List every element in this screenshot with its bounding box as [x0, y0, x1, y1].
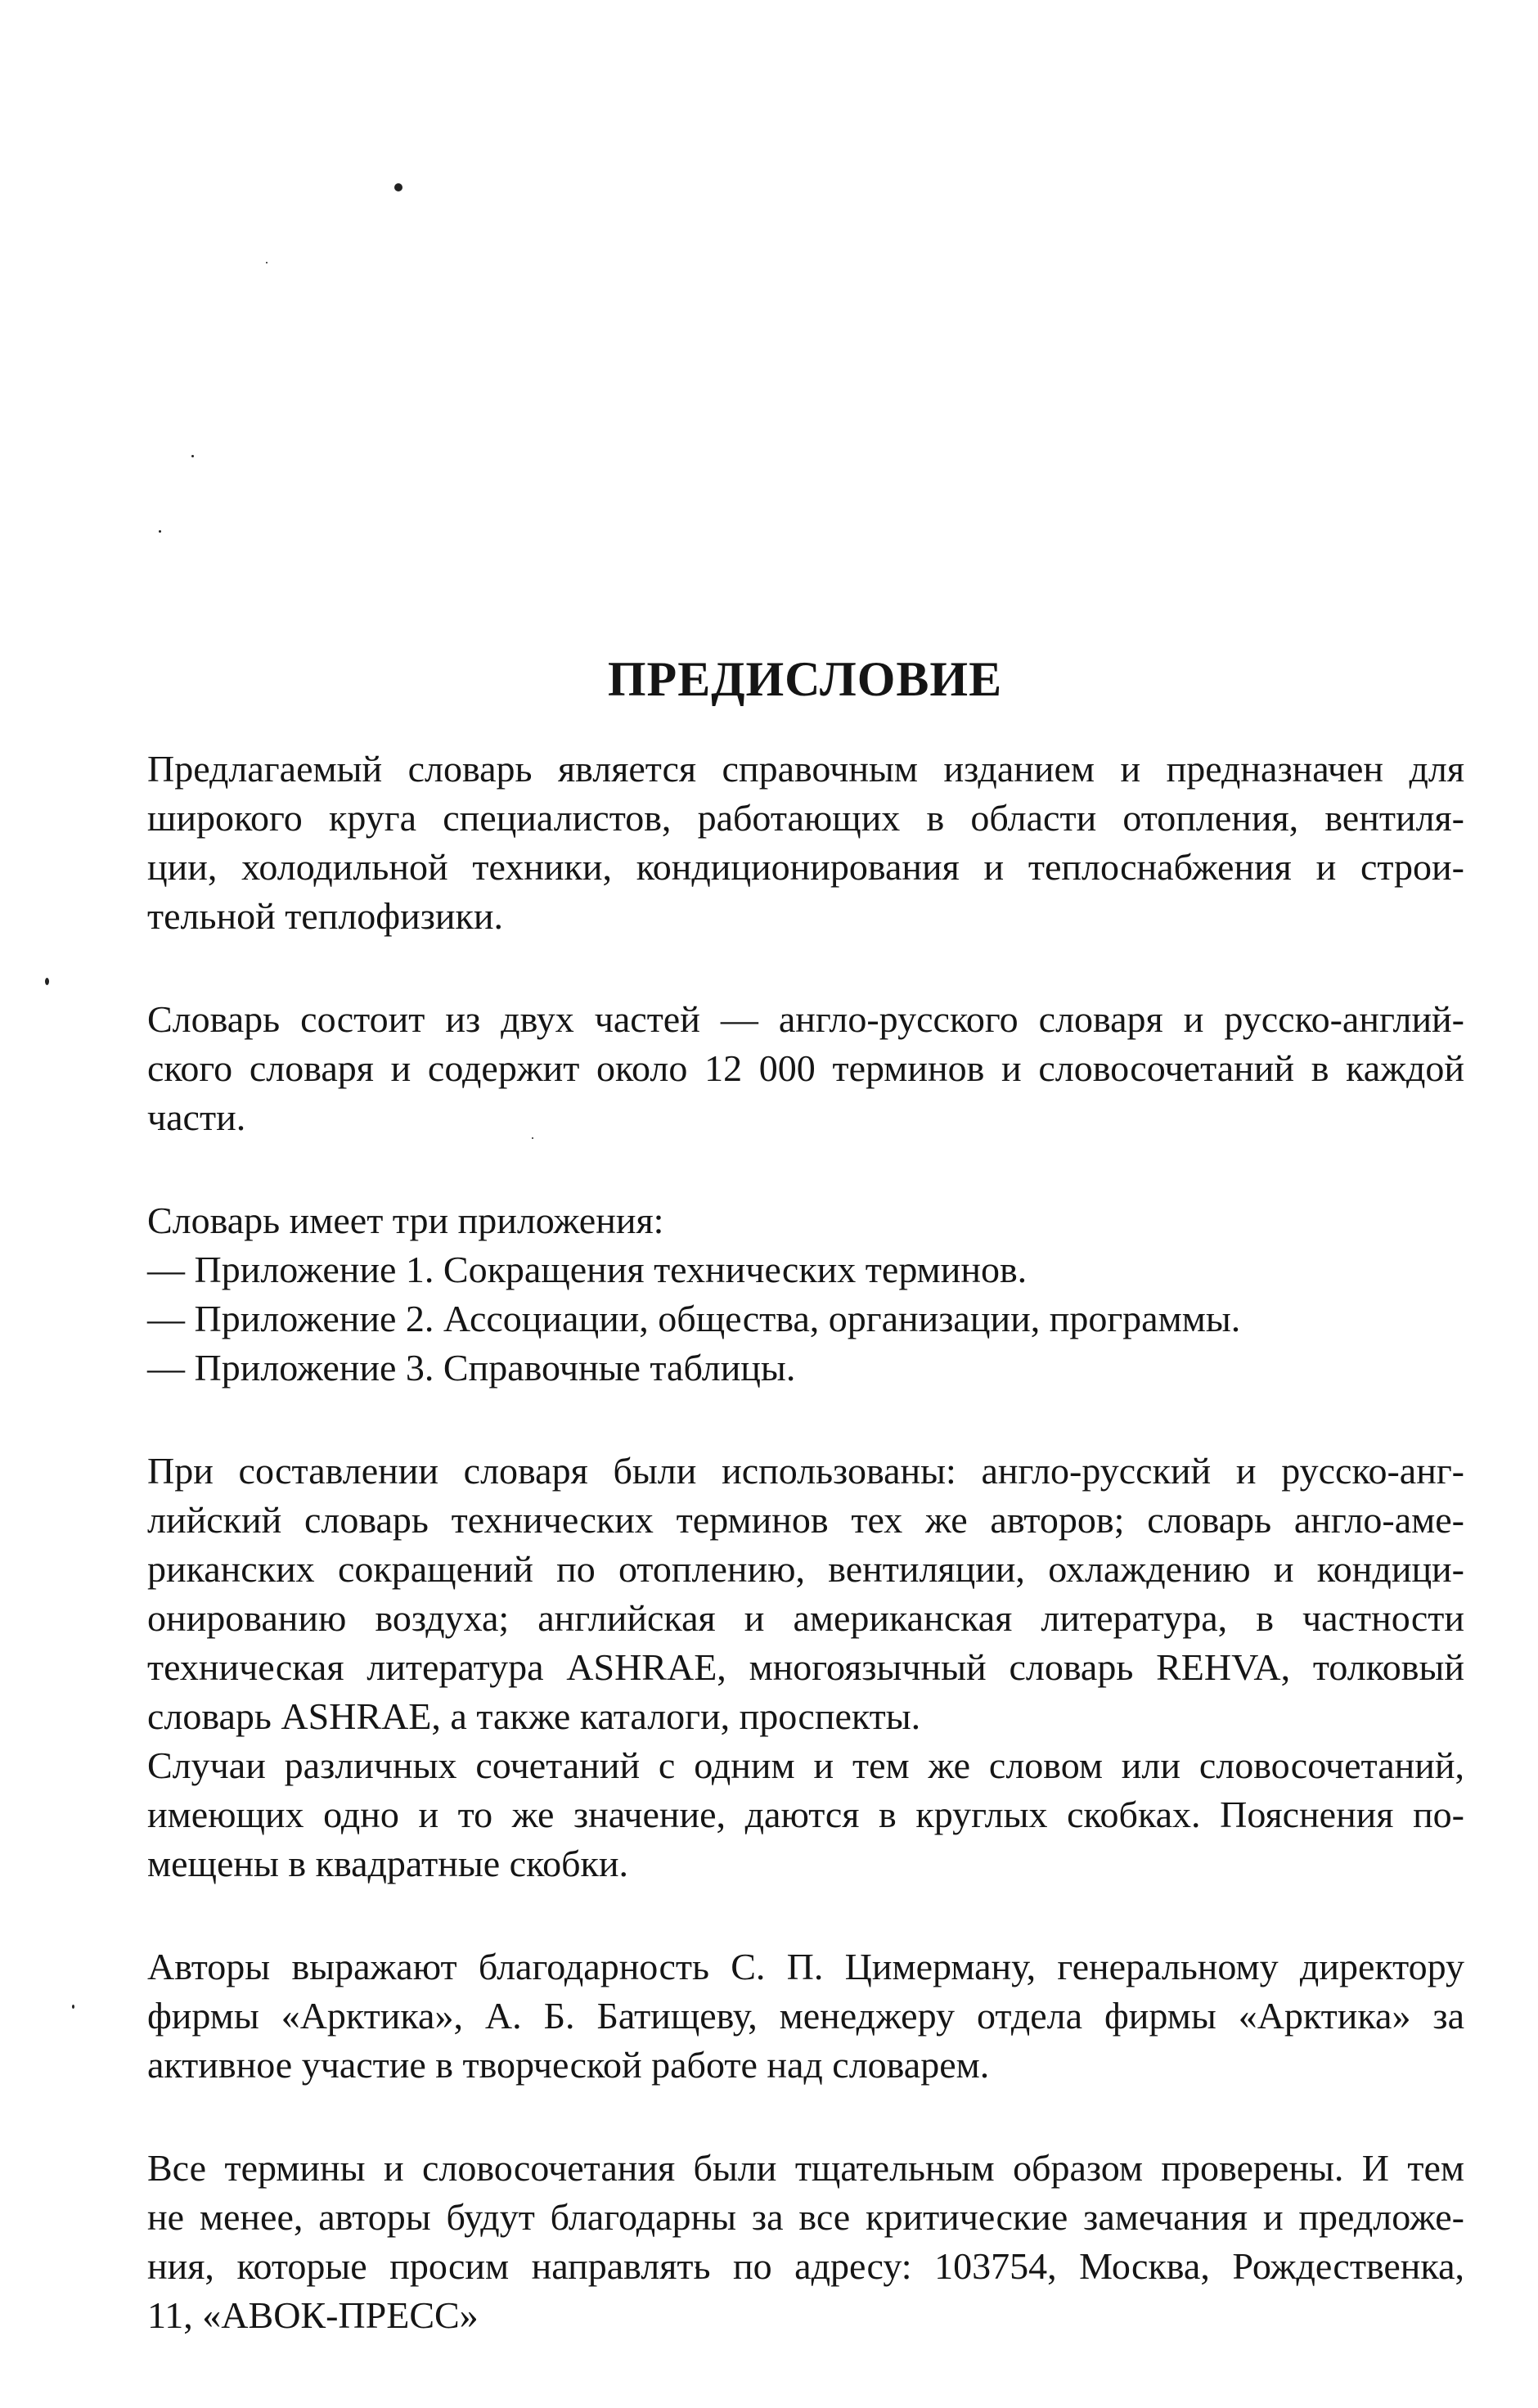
paragraph-purpose [147, 745, 1464, 941]
paragraph-notation [147, 1741, 1464, 1888]
text-line: мещены в квадратные скобки. [147, 1843, 628, 1884]
scan-speck [394, 183, 402, 191]
paragraph-structure [147, 995, 1464, 1142]
text-line: части. [147, 1096, 246, 1138]
text-line: 11, «АВОК-ПРЕСС» [147, 2294, 479, 2336]
text-line: техническая литература ASHRAE, многоязычный словарь REHVA, толковый [147, 1646, 1464, 1688]
paragraph-feedback [147, 2144, 1464, 2340]
text-line: При составлении словаря были использованы: англо-русский и русско-анг- [147, 1450, 1464, 1492]
text-line: Авторы выражают благодарность С. П. Цимерману, генеральному директору [147, 1946, 1464, 1987]
appendix-list-intro: Словарь имеет три приложения: [147, 1199, 664, 1241]
text-line: риканских сокращений по отоплению, вентиляции, охлаждению и кондици- [147, 1548, 1464, 1590]
text-line: словарь ASHRAE, а также каталоги, проспекты. [147, 1695, 921, 1737]
appendix-item: — Приложение 3. Справочные таблицы. [147, 1347, 796, 1389]
paragraph-acknowledgements [147, 1942, 1464, 2090]
scan-speck [191, 455, 194, 457]
text-line: имеющих одно и то же значение, даются в круглых скобках. Пояснения по- [147, 1794, 1464, 1835]
scan-speck [159, 530, 161, 533]
paragraph-sources [147, 1447, 1464, 1741]
text-line: фирмы «Арктика», А. Б. Батищеву, менеджеру отдела фирмы «Арктика» за [147, 1995, 1464, 2037]
text-line: не менее, авторы будут благодарны за все критические замечания и предложе- [147, 2196, 1464, 2238]
text-line: ния, которые просим направлять по адресу: 103754, Москва, Рождественка, [147, 2245, 1464, 2287]
preface-body [147, 745, 1464, 2340]
scan-speck [266, 262, 268, 263]
scan-speck [72, 2005, 74, 2009]
text-line: активное участие в творческой работе над словарем. [147, 2044, 990, 2086]
text-line: Словарь состоит из двух частей — англо-русского словаря и русско-англий- [147, 998, 1464, 1040]
text-line: лийский словарь технических терминов тех же авторов; словарь англо-аме- [147, 1499, 1464, 1541]
text-line: тельной теплофизики. [147, 895, 503, 937]
page-title: ПРЕДИСЛОВИЕ [607, 652, 1003, 706]
text-line: ции, холодильной техники, кондиционирования и теплоснабжения и строи- [147, 846, 1464, 888]
text-line: Все термины и словосочетания были тщательным образом проверены. И тем [147, 2147, 1464, 2189]
appendix-item: — Приложение 2. Ассоциации, общества, организации, программы. [147, 1298, 1241, 1339]
scan-speck [45, 978, 49, 985]
text-line: ского словаря и содержит около 12 000 терминов и словосочетаний в каждой [147, 1047, 1464, 1089]
text-line: широкого круга специалистов, работающих в области отопления, вентиля- [147, 797, 1464, 839]
text-line: онированию воздуха; английская и американская литература, в частности [147, 1597, 1464, 1639]
appendix-list [147, 1196, 1464, 1393]
appendix-item: — Приложение 1. Сокращения технических терминов. [147, 1249, 1028, 1290]
text-line: Случаи различных сочетаний с одним и тем же словом или словосочетаний, [147, 1744, 1464, 1786]
text-line: Предлагаемый словарь является справочным изданием и предназначен для [147, 748, 1464, 790]
